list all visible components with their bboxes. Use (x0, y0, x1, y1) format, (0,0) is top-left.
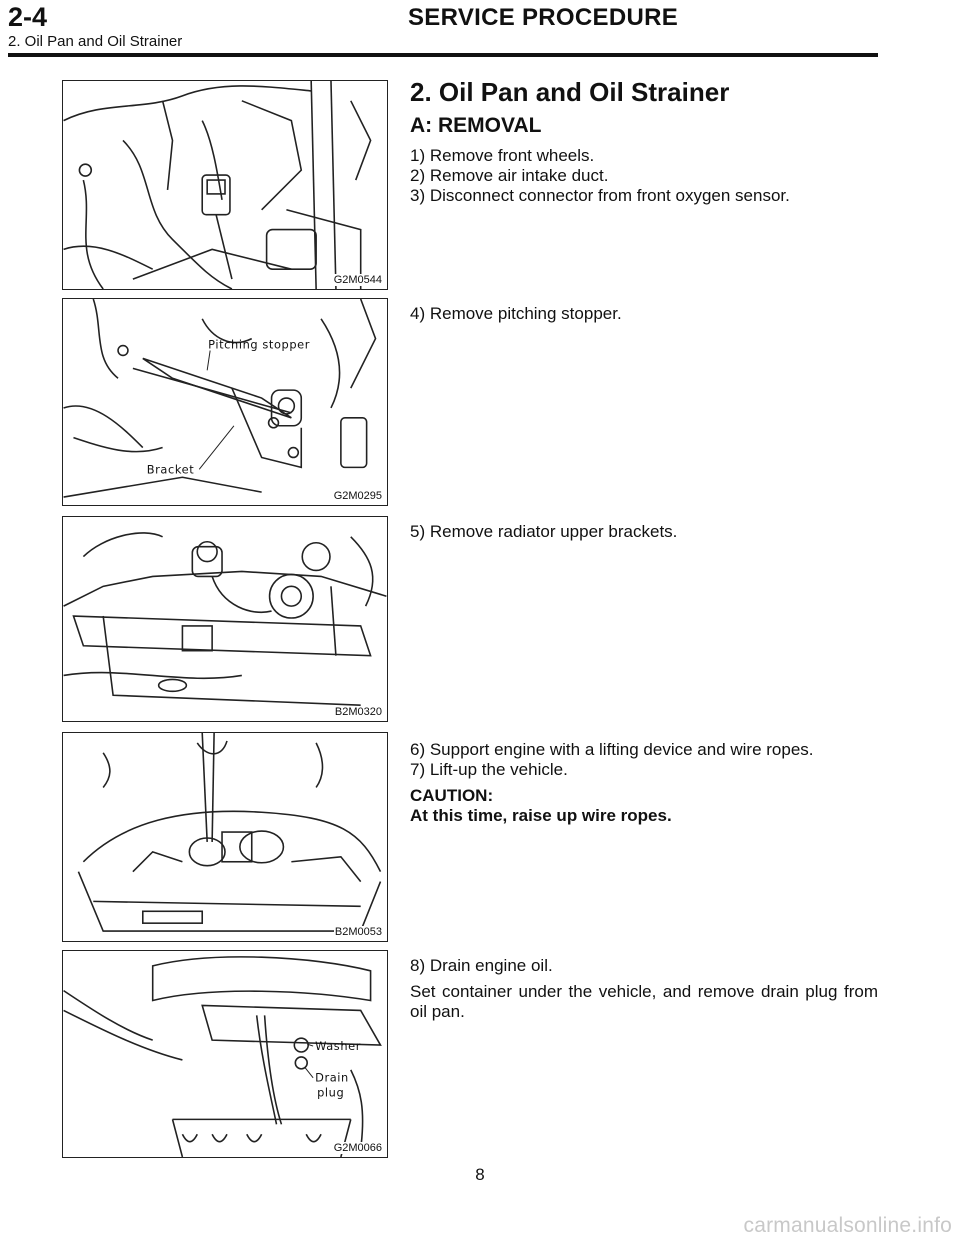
engine-illustration-5 (63, 951, 387, 1157)
label-drain: Drain (315, 1070, 349, 1085)
label-washer: Washer (315, 1039, 361, 1054)
figure-radiator-brackets (62, 516, 388, 722)
figure-id: B2M0320 (334, 706, 382, 718)
figure-drain-plug (62, 950, 388, 1158)
step-5-block (410, 522, 878, 542)
page-title: SERVICE PROCEDURE (408, 4, 679, 31)
removal-heading: A: REMOVAL (410, 114, 542, 137)
step-8-block (410, 956, 878, 1022)
step-4: 4) Remove pitching stopper. (410, 304, 622, 323)
label-pitching-stopper: Pitching stopper (208, 337, 311, 352)
step-1: 1) Remove front wheels. (410, 146, 595, 165)
section-code: 2-4 (8, 2, 48, 32)
step-8: 8) Drain engine oil. (410, 956, 553, 975)
figure-lifting-device (62, 732, 388, 942)
page-number: 8 (475, 1165, 485, 1184)
step-8-detail: Set container under the vehicle, and remove drain plug from oil pan. (410, 982, 878, 1021)
section-subtitle: 2. Oil Pan and Oil Strainer (8, 33, 183, 50)
steps-1-3 (410, 146, 878, 206)
figure-id: G2M0295 (333, 490, 382, 502)
label-plug: plug (317, 1085, 345, 1100)
engine-illustration-3 (63, 517, 387, 721)
header-rule (8, 53, 878, 57)
step-7: 7) Lift-up the vehicle. (410, 760, 568, 779)
caution-heading: CAUTION: (410, 786, 494, 805)
engine-illustration-2 (63, 299, 387, 505)
step-4-block (410, 304, 878, 324)
steps-6-7 (410, 740, 878, 826)
step-2: 2) Remove air intake duct. (410, 166, 609, 185)
step-6: 6) Support engine with a lifting device and wire ropes. (410, 740, 814, 759)
section-heading: 2. Oil Pan and Oil Strainer (410, 77, 730, 107)
engine-illustration-4 (63, 733, 387, 941)
caution-text: At this time, raise up wire ropes. (410, 806, 672, 825)
label-bracket: Bracket (146, 462, 195, 477)
figure-id: G2M0544 (333, 274, 382, 286)
step-3: 3) Disconnect connector from front oxygen sensor. (410, 186, 790, 205)
watermark: carmanualsonline.info (743, 1214, 952, 1237)
step-5: 5) Remove radiator upper brackets. (410, 522, 678, 541)
figure-id: G2M0066 (333, 1142, 382, 1154)
engine-illustration-1 (63, 81, 387, 289)
figure-id: B2M0053 (334, 926, 382, 938)
figure-oxygen-sensor-connector (62, 80, 388, 290)
figure-pitching-stopper (62, 298, 388, 506)
